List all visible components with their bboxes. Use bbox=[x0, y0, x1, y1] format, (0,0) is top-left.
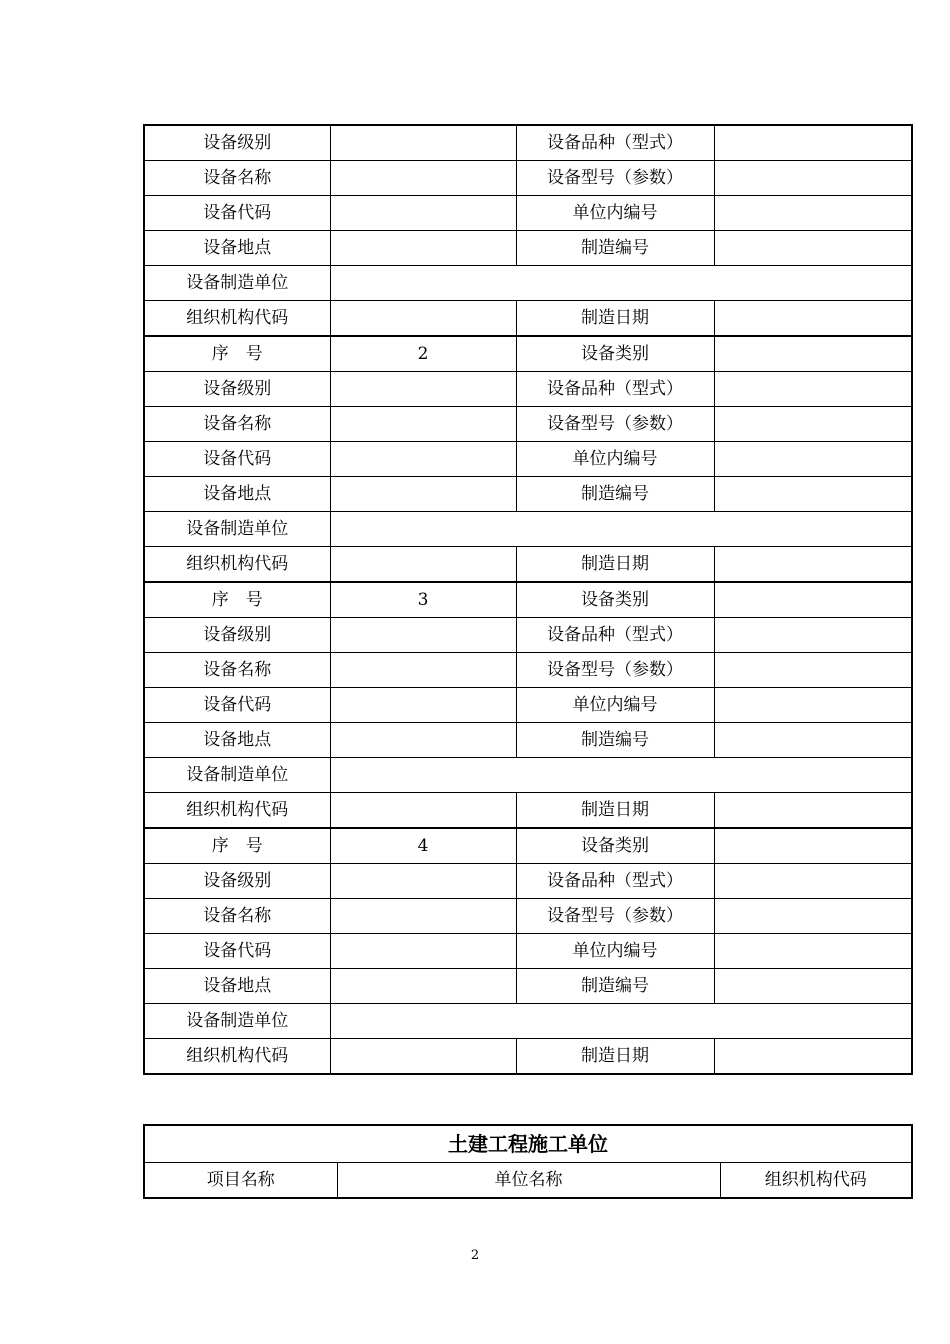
value-cell bbox=[714, 723, 912, 758]
table-row bbox=[144, 899, 912, 934]
label-cell: 设备制造单位 bbox=[144, 512, 330, 547]
label-cell: 设备代码 bbox=[144, 196, 330, 231]
civil-table-title: 土建工程施工单位 bbox=[144, 1125, 912, 1163]
value-cell bbox=[714, 477, 912, 512]
table-row bbox=[144, 407, 912, 442]
table-row bbox=[144, 723, 912, 758]
value-cell bbox=[714, 793, 912, 829]
equipment-table bbox=[143, 124, 913, 1075]
label-cell: 设备类别 bbox=[516, 582, 714, 618]
table-row bbox=[144, 618, 912, 653]
table-row bbox=[144, 934, 912, 969]
table-row bbox=[144, 758, 912, 793]
value-cell bbox=[330, 723, 516, 758]
label-cell: 制造编号 bbox=[516, 969, 714, 1004]
label-cell: 设备品种（型式） bbox=[516, 125, 714, 161]
value-cell bbox=[330, 477, 516, 512]
label-cell: 设备地点 bbox=[144, 723, 330, 758]
value-cell bbox=[714, 653, 912, 688]
value-cell bbox=[330, 266, 912, 301]
label-cell: 单位内编号 bbox=[516, 934, 714, 969]
label-cell: 制造日期 bbox=[516, 547, 714, 583]
table-row bbox=[144, 793, 912, 829]
table-row bbox=[144, 442, 912, 477]
value-cell bbox=[714, 407, 912, 442]
table-row bbox=[144, 336, 912, 372]
civil-header-row bbox=[144, 1163, 912, 1199]
table-row bbox=[144, 1039, 912, 1075]
label-cell: 设备名称 bbox=[144, 407, 330, 442]
value-cell bbox=[714, 301, 912, 337]
value-cell bbox=[330, 758, 912, 793]
civil-construction-table bbox=[143, 1124, 913, 1199]
value-cell bbox=[330, 969, 516, 1004]
label-cell: 序 号 bbox=[144, 336, 330, 372]
value-cell bbox=[330, 512, 912, 547]
label-cell: 组织机构代码 bbox=[144, 301, 330, 337]
table-row bbox=[144, 196, 912, 231]
label-cell: 序 号 bbox=[144, 828, 330, 864]
label-cell: 设备级别 bbox=[144, 618, 330, 653]
label-cell: 设备级别 bbox=[144, 372, 330, 407]
value-cell: 3 bbox=[330, 582, 516, 618]
label-cell: 序 号 bbox=[144, 582, 330, 618]
label-cell: 组织机构代码 bbox=[144, 1039, 330, 1075]
value-cell bbox=[714, 828, 912, 864]
table-row bbox=[144, 653, 912, 688]
table-row bbox=[144, 969, 912, 1004]
value-cell bbox=[714, 161, 912, 196]
label-cell: 制造编号 bbox=[516, 723, 714, 758]
label-cell: 设备品种（型式） bbox=[516, 618, 714, 653]
value-cell bbox=[330, 618, 516, 653]
table-row bbox=[144, 372, 912, 407]
value-cell bbox=[714, 688, 912, 723]
value-cell bbox=[330, 864, 516, 899]
value-cell bbox=[330, 231, 516, 266]
value-cell bbox=[330, 442, 516, 477]
label-cell: 设备地点 bbox=[144, 231, 330, 266]
label-cell: 设备名称 bbox=[144, 161, 330, 196]
value-cell bbox=[714, 231, 912, 266]
label-cell: 设备制造单位 bbox=[144, 1004, 330, 1039]
value-cell bbox=[330, 688, 516, 723]
value-cell bbox=[714, 372, 912, 407]
table-row bbox=[144, 1004, 912, 1039]
value-cell bbox=[714, 547, 912, 583]
label-cell: 单位内编号 bbox=[516, 196, 714, 231]
table-row bbox=[144, 864, 912, 899]
civil-title-row bbox=[144, 1125, 912, 1163]
value-cell bbox=[330, 899, 516, 934]
label-cell: 设备代码 bbox=[144, 688, 330, 723]
label-cell: 设备地点 bbox=[144, 477, 330, 512]
table-row bbox=[144, 688, 912, 723]
value-cell: 2 bbox=[330, 336, 516, 372]
label-cell: 设备制造单位 bbox=[144, 758, 330, 793]
label-cell: 制造日期 bbox=[516, 301, 714, 337]
table-row bbox=[144, 125, 912, 161]
value-cell bbox=[330, 407, 516, 442]
label-cell: 制造日期 bbox=[516, 793, 714, 829]
label-cell: 制造编号 bbox=[516, 477, 714, 512]
value-cell bbox=[714, 336, 912, 372]
table-row bbox=[144, 512, 912, 547]
label-cell: 设备型号（参数） bbox=[516, 653, 714, 688]
value-cell bbox=[330, 125, 516, 161]
value-cell bbox=[330, 934, 516, 969]
value-cell bbox=[714, 969, 912, 1004]
value-cell bbox=[330, 372, 516, 407]
label-cell: 制造日期 bbox=[516, 1039, 714, 1075]
equipment-table-body bbox=[144, 125, 912, 1074]
value-cell bbox=[714, 582, 912, 618]
value-cell bbox=[330, 1004, 912, 1039]
label-cell: 设备型号（参数） bbox=[516, 899, 714, 934]
label-cell: 设备名称 bbox=[144, 653, 330, 688]
value-cell bbox=[714, 1039, 912, 1075]
value-cell bbox=[330, 547, 516, 583]
table-row bbox=[144, 477, 912, 512]
label-cell: 单位内编号 bbox=[516, 442, 714, 477]
value-cell bbox=[330, 301, 516, 337]
value-cell bbox=[714, 442, 912, 477]
value-cell bbox=[330, 196, 516, 231]
table-row bbox=[144, 301, 912, 337]
label-cell: 设备制造单位 bbox=[144, 266, 330, 301]
label-cell: 设备级别 bbox=[144, 125, 330, 161]
label-cell: 设备类别 bbox=[516, 336, 714, 372]
value-cell bbox=[330, 653, 516, 688]
label-cell: 设备代码 bbox=[144, 442, 330, 477]
civil-header-org-code: 组织机构代码 bbox=[720, 1163, 912, 1199]
value-cell: 4 bbox=[330, 828, 516, 864]
label-cell: 设备品种（型式） bbox=[516, 864, 714, 899]
value-cell bbox=[714, 196, 912, 231]
label-cell: 设备代码 bbox=[144, 934, 330, 969]
table-row bbox=[144, 231, 912, 266]
value-cell bbox=[714, 934, 912, 969]
label-cell: 设备型号（参数） bbox=[516, 161, 714, 196]
table-row bbox=[144, 828, 912, 864]
label-cell: 组织机构代码 bbox=[144, 547, 330, 583]
page-number: 2 bbox=[470, 1248, 480, 1263]
table-row bbox=[144, 161, 912, 196]
label-cell: 设备名称 bbox=[144, 899, 330, 934]
value-cell bbox=[714, 899, 912, 934]
label-cell: 组织机构代码 bbox=[144, 793, 330, 829]
label-cell: 设备地点 bbox=[144, 969, 330, 1004]
civil-header-project-name: 项目名称 bbox=[144, 1163, 337, 1199]
table-row bbox=[144, 266, 912, 301]
value-cell bbox=[714, 618, 912, 653]
value-cell bbox=[714, 864, 912, 899]
label-cell: 单位内编号 bbox=[516, 688, 714, 723]
value-cell bbox=[330, 161, 516, 196]
label-cell: 设备类别 bbox=[516, 828, 714, 864]
table-row bbox=[144, 547, 912, 583]
label-cell: 设备级别 bbox=[144, 864, 330, 899]
value-cell bbox=[714, 125, 912, 161]
label-cell: 设备品种（型式） bbox=[516, 372, 714, 407]
label-cell: 制造编号 bbox=[516, 231, 714, 266]
value-cell bbox=[330, 793, 516, 829]
value-cell bbox=[330, 1039, 516, 1075]
label-cell: 设备型号（参数） bbox=[516, 407, 714, 442]
table-row bbox=[144, 582, 912, 618]
civil-header-unit-name: 单位名称 bbox=[337, 1163, 720, 1199]
